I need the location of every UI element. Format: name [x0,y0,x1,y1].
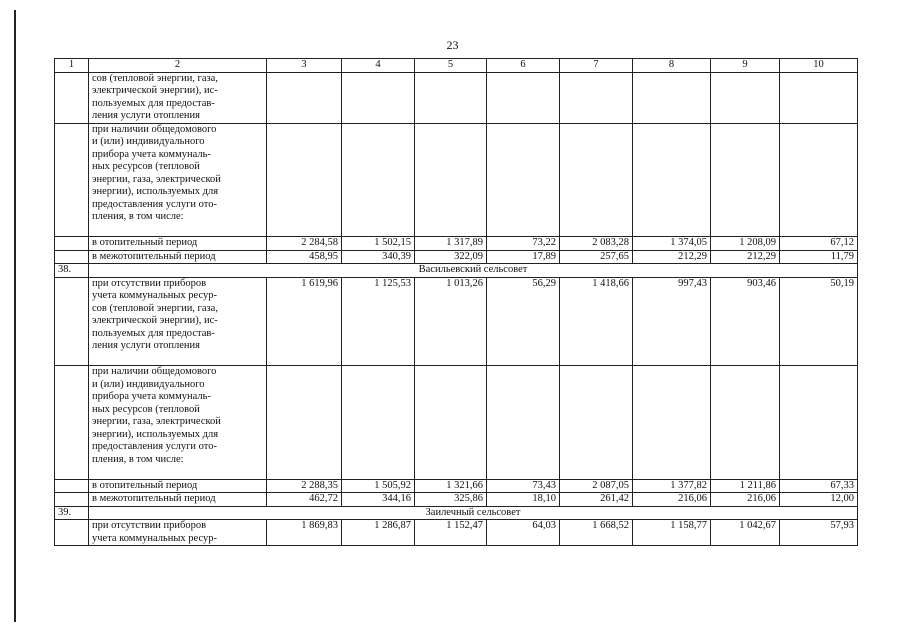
value-cell-col-7: 1 668,52 [560,520,633,546]
value-cell-col-9 [711,72,780,123]
value-cell-col-4 [342,123,415,237]
section-number: 38. [55,264,89,278]
value-cell-col-10: 11,79 [780,250,858,264]
section-title: Васильевский сельсовет [89,264,858,278]
value-cell-col-5: 325,86 [415,493,487,507]
column-number-2: 2 [89,59,267,73]
value-cell-col-8: 212,29 [633,250,711,264]
value-cell-col-7 [560,123,633,237]
value-cell-col-5 [415,123,487,237]
row-description: в отопительный период [89,237,267,251]
row-description: сов (тепловой энергии, газа, электрической энергии), ис- пользуемых для предостав- ления услуги отопления [89,72,267,123]
left-margin-rule [14,10,16,622]
value-cell-col-6 [487,72,560,123]
value-cell-col-5: 322,09 [415,250,487,264]
column-number-7: 7 [560,59,633,73]
row-number-cell [55,493,89,507]
value-cell-col-3: 462,72 [267,493,342,507]
value-cell-col-9: 212,29 [711,250,780,264]
value-cell-col-6: 73,22 [487,237,560,251]
value-cell-col-3 [267,72,342,123]
value-cell-col-4 [342,366,415,480]
table-row [55,72,858,123]
column-number-8: 8 [633,59,711,73]
table-row [55,493,858,507]
value-cell-col-9: 1 211,86 [711,479,780,493]
value-cell-col-8: 216,06 [633,493,711,507]
value-cell-col-5 [415,366,487,480]
value-cell-col-8: 1 158,77 [633,520,711,546]
value-cell-col-10: 57,93 [780,520,858,546]
row-number-cell [55,123,89,237]
value-cell-col-4: 1 125,53 [342,277,415,366]
tariff-table [54,58,858,546]
value-cell-col-7: 1 418,66 [560,277,633,366]
section-number: 39. [55,506,89,520]
column-number-9: 9 [711,59,780,73]
value-cell-col-3 [267,366,342,480]
column-number-1: 1 [55,59,89,73]
value-cell-col-9: 903,46 [711,277,780,366]
value-cell-col-3: 1 869,83 [267,520,342,546]
value-cell-col-4 [342,72,415,123]
value-cell-col-6 [487,366,560,480]
value-cell-col-9: 1 208,09 [711,237,780,251]
row-description: в отопительный период [89,479,267,493]
row-number-cell [55,366,89,480]
column-number-row [55,59,858,73]
value-cell-col-10 [780,72,858,123]
value-cell-col-5 [415,72,487,123]
value-cell-col-6: 17,89 [487,250,560,264]
value-cell-col-7 [560,366,633,480]
value-cell-col-7 [560,72,633,123]
value-cell-col-7: 261,42 [560,493,633,507]
value-cell-col-5: 1 152,47 [415,520,487,546]
section-row [55,506,858,520]
column-number-6: 6 [487,59,560,73]
column-number-5: 5 [415,59,487,73]
value-cell-col-7: 257,65 [560,250,633,264]
value-cell-col-6: 73,43 [487,479,560,493]
table-row [55,520,858,546]
value-cell-col-5: 1 013,26 [415,277,487,366]
row-number-cell [55,277,89,366]
table-row [55,250,858,264]
row-description: в межотопительный период [89,493,267,507]
value-cell-col-8 [633,366,711,480]
value-cell-col-4: 1 286,87 [342,520,415,546]
table-row [55,366,858,480]
value-cell-col-4: 340,39 [342,250,415,264]
row-description: при наличии общедомового и (или) индивидуального прибора учета коммуналь- ных ресурсов (тепловой энергии, газа, электрической энергии), используемых для предоставления услуги ото- пления, в том числе: [89,366,267,480]
value-cell-col-6 [487,123,560,237]
value-cell-col-9: 216,06 [711,493,780,507]
row-number-cell [55,237,89,251]
row-number-cell [55,250,89,264]
row-description: при отсутствии приборов учета коммунальных ресур- [89,520,267,546]
table-row [55,479,858,493]
page-number: 23 [446,38,459,52]
row-number-cell [55,72,89,123]
value-cell-col-9 [711,123,780,237]
value-cell-col-3 [267,123,342,237]
value-cell-col-10: 50,19 [780,277,858,366]
value-cell-col-3: 2 288,35 [267,479,342,493]
row-description: при отсутствии приборов учета коммунальных ресур- сов (тепловой энергии, газа, электрической энергии), ис- пользуемых для предостав- ления услуги отопления [89,277,267,366]
row-description: при наличии общедомового и (или) индивидуального прибора учета коммуналь- ных ресурсов (тепловой энергии, газа, электрической энергии), используемых для предоставления услуги ото- пления, в том числе: [89,123,267,237]
value-cell-col-10 [780,123,858,237]
value-cell-col-8 [633,123,711,237]
section-row [55,264,858,278]
column-number-10: 10 [780,59,858,73]
value-cell-col-6: 56,29 [487,277,560,366]
column-number-4: 4 [342,59,415,73]
value-cell-col-5: 1 317,89 [415,237,487,251]
value-cell-col-4: 1 505,92 [342,479,415,493]
table-row [55,237,858,251]
value-cell-col-10: 67,12 [780,237,858,251]
column-number-3: 3 [267,59,342,73]
value-cell-col-8 [633,72,711,123]
table-body [55,72,858,546]
table-row [55,123,858,237]
row-number-cell [55,520,89,546]
row-description: в межотопительный период [89,250,267,264]
row-number-cell [55,479,89,493]
value-cell-col-5: 1 321,66 [415,479,487,493]
value-cell-col-8: 1 374,05 [633,237,711,251]
value-cell-col-3: 2 284,58 [267,237,342,251]
value-cell-col-6: 18,10 [487,493,560,507]
value-cell-col-9: 1 042,67 [711,520,780,546]
value-cell-col-8: 997,43 [633,277,711,366]
value-cell-col-3: 1 619,96 [267,277,342,366]
table-row [55,277,858,366]
value-cell-col-4: 1 502,15 [342,237,415,251]
value-cell-col-10: 12,00 [780,493,858,507]
value-cell-col-8: 1 377,82 [633,479,711,493]
value-cell-col-6: 64,03 [487,520,560,546]
value-cell-col-3: 458,95 [267,250,342,264]
value-cell-col-7: 2 087,05 [560,479,633,493]
section-title: Заилечный сельсовет [89,506,858,520]
value-cell-col-9 [711,366,780,480]
value-cell-col-7: 2 083,28 [560,237,633,251]
value-cell-col-4: 344,16 [342,493,415,507]
value-cell-col-10 [780,366,858,480]
value-cell-col-10: 67,33 [780,479,858,493]
